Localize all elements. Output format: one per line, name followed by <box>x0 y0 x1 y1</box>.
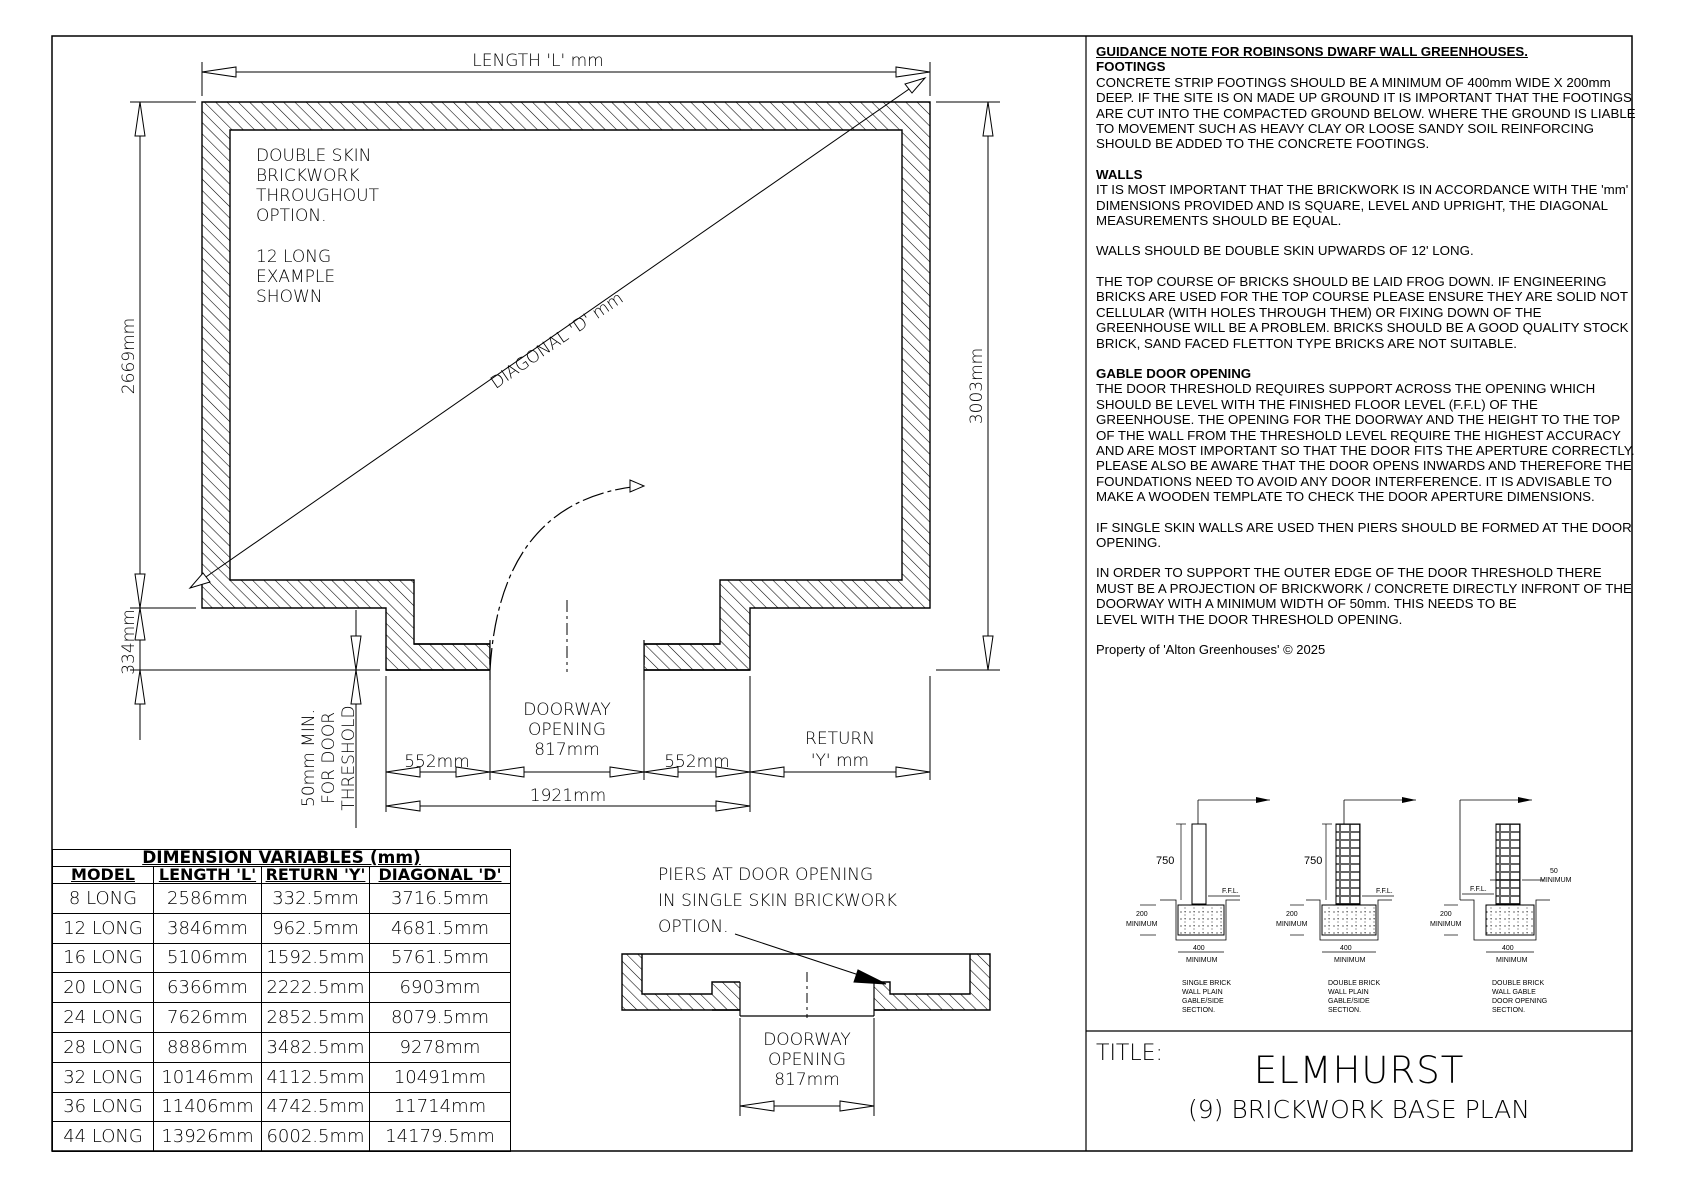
cell-diagonal: 14179.5mm <box>370 1122 511 1152</box>
cell-length: 5106mm <box>154 943 262 973</box>
gable-title: GABLE DOOR OPENING <box>1096 365 1252 381</box>
svg-text:12 LONG: 12 LONG <box>256 247 332 267</box>
cell-diagonal: 10491mm <box>370 1062 511 1092</box>
svg-text:MINIMUM: MINIMUM <box>1186 957 1218 964</box>
property-line: Property of 'Alton Greenhouses' © 2025 <box>1096 642 1326 657</box>
cell-return: 6002.5mm <box>262 1122 370 1152</box>
support-text: IN ORDER TO SUPPORT THE OUTER EDGE OF THE DOOR THRESHOLD THERE MUST BE A PROJECTION OF BRICKWORK / CONCRETE DIRECTLY INFRONT OF THE DOORWAY WITH A MINIMUM WIDTH OF 50mm. THIS NEEDS TO BE <box>1096 565 1632 612</box>
svg-text:DOUBLE SKIN: DOUBLE SKIN <box>256 146 372 166</box>
svg-text:200: 200 <box>1440 911 1452 918</box>
col-model: MODEL <box>53 867 154 884</box>
cell-diagonal: 4681.5mm <box>370 913 511 943</box>
table-row <box>53 1003 511 1033</box>
cell-length: 7626mm <box>154 1003 262 1033</box>
cell-model: 32 LONG <box>53 1062 154 1092</box>
svg-text:IN SINGLE SKIN BRICKWORK: IN SINGLE SKIN BRICKWORK <box>658 891 898 911</box>
dim-552-left: 552mm <box>404 752 470 772</box>
svg-text:MINIMUM: MINIMUM <box>1276 921 1308 928</box>
top-course-text: THE TOP COURSE OF BRICKS SHOULD BE LAID FROG DOWN. IF ENGINEERING BRICKS ARE USED FOR THE TOP COURSE PLEASE ENSURE THEY ARE SOLID NOT CELLULAR (WITH HOLES THROUGH THEM) OR FIXING DOWN OF THE GREENHOUSE WILL BE A PROBLEM. BRICKS SHOULD BE A GOOD QUALITY STOCK BRICK, SAND FACED FLETTON TYPE BRICKS ARE NOT SUITABLE. <box>1096 273 1629 351</box>
svg-text:DOUBLE BRICK: DOUBLE BRICK <box>1492 980 1545 987</box>
diagonal-label: DIAGONAL 'D' mm <box>487 288 628 394</box>
cell-return: 2852.5mm <box>262 1003 370 1033</box>
svg-text:SECTION.: SECTION. <box>1492 1007 1526 1014</box>
svg-text:DOUBLE BRICK: DOUBLE BRICK <box>1328 980 1381 987</box>
footings-text: CONCRETE STRIP FOOTINGS SHOULD BE A MINIMUM OF 400mm WIDE X 200mm DEEP. IF THE SITE IS ON MADE UP GROUND IT IS IMPORTANT THAT THE FOOTINGS ARE CUT INTO THE COMPACTED GROUND BELOW. WHERE THE GROUND IS LIABLE TO MOVEMENT SUCH AS HEAVY CLAY OR LOOSE SANDY SOIL REINFORCING SHOULD BE ADDED TO THE CONCRETE FOOTINGS. <box>1096 74 1636 152</box>
notes-heading: GUIDANCE NOTE FOR ROBINSONS DWARF WALL GREENHOUSES. <box>1096 44 1528 59</box>
svg-text:GABLE/SIDE: GABLE/SIDE <box>1182 998 1224 1005</box>
section-door-opening <box>1430 797 1572 1014</box>
title-name: ELMHURST <box>1253 1049 1465 1092</box>
svg-text:OPTION.: OPTION. <box>658 917 729 937</box>
dim-2669-label: 2669mm <box>119 317 139 395</box>
col-diagonal: DIAGONAL 'D' <box>370 867 511 884</box>
svg-text:200: 200 <box>1286 911 1298 918</box>
dim-334-label: 334mm <box>119 609 139 675</box>
guidance-notes <box>1096 44 1636 672</box>
svg-text:400: 400 <box>1340 945 1352 952</box>
svg-text:400: 400 <box>1502 945 1514 952</box>
double-skin-text: WALLS SHOULD BE DOUBLE SKIN UPWARDS OF 12' LONG. <box>1096 243 1474 259</box>
svg-text:RETURN: RETURN <box>805 729 875 749</box>
title-subtitle: (9) BRICKWORK BASE PLAN <box>1187 1095 1530 1124</box>
support-text-2: LEVEL WITH THE DOOR THRESHOLD OPENING. <box>1096 611 1403 627</box>
table-row <box>53 913 511 943</box>
door-swing-arc <box>490 486 640 670</box>
title-label: TITLE: <box>1096 1041 1163 1066</box>
svg-text:F.F.L.: F.F.L. <box>1222 888 1239 895</box>
cell-length: 2586mm <box>154 884 262 914</box>
cell-return: 4112.5mm <box>262 1062 370 1092</box>
svg-text:SINGLE BRICK: SINGLE BRICK <box>1182 980 1232 987</box>
svg-text:DOORWAY: DOORWAY <box>763 1030 851 1050</box>
svg-text:400: 400 <box>1193 945 1205 952</box>
cell-diagonal: 11714mm <box>370 1092 511 1122</box>
svg-text:MINIMUM: MINIMUM <box>1126 921 1158 928</box>
cell-length: 10146mm <box>154 1062 262 1092</box>
svg-text:WALL GABLE: WALL GABLE <box>1492 989 1536 996</box>
gable-text: THE DOOR THRESHOLD REQUIRES SUPPORT ACROSS THE OPENING WHICH SHOULD BE LEVEL WITH THE FINISHED FLOOR LEVEL (F.F.L) OF THE GREENHOUSE. THE OPENING FOR THE DOORWAY AND THE HEIGHT TO THE TOP OF THE WALL FROM THE THRESHOLD LEVEL REQUIRE THE HIGHEST ACCURACY AND ARE MOST IMPORTANT SO THAT THE DOOR FITS THE APERTURE CORRECTLY. PLEASE ALSO BE AWARE THAT THE DOOR OPENS INWARDS AND THEREFORE THE FOUNDATIONS NEED TO AVOID ANY DOOR INTERFERENCE. IT IS ADVISABLE TO MAKE A WOODEN TEMPLATE TO CHECK THE DOOR APERTURE DIMENSIONS. <box>1096 381 1635 505</box>
svg-text:DOOR OPENING: DOOR OPENING <box>1492 998 1548 1005</box>
footings-title: FOOTINGS <box>1096 59 1166 75</box>
svg-text:THRESHOLD: THRESHOLD <box>339 705 359 811</box>
cell-model: 44 LONG <box>53 1122 154 1152</box>
svg-text:SHOWN: SHOWN <box>256 287 323 307</box>
svg-text:MINIMUM: MINIMUM <box>1334 957 1366 964</box>
dim-3003-label: 3003mm <box>967 347 987 425</box>
table-row <box>53 1122 511 1152</box>
threshold-note <box>299 705 359 810</box>
cell-model: 12 LONG <box>53 913 154 943</box>
svg-text:EXAMPLE: EXAMPLE <box>256 267 336 287</box>
cell-return: 962.5mm <box>262 913 370 943</box>
dim-552-right: 552mm <box>664 752 730 772</box>
cell-model: 36 LONG <box>53 1092 154 1122</box>
section-double-brick <box>1276 797 1416 1014</box>
svg-text:F.F.L.: F.F.L. <box>1470 886 1487 893</box>
svg-text:50mm MIN.: 50mm MIN. <box>299 709 319 807</box>
svg-text:F.F.L.: F.F.L. <box>1376 888 1393 895</box>
table-row <box>53 1092 511 1122</box>
table-row <box>53 1032 511 1062</box>
table-header-row <box>53 867 511 884</box>
svg-text:WALL PLAIN: WALL PLAIN <box>1328 989 1369 996</box>
cell-return: 2222.5mm <box>262 973 370 1003</box>
piers-note <box>658 865 897 937</box>
cell-model: 24 LONG <box>53 1003 154 1033</box>
cell-model: 16 LONG <box>53 943 154 973</box>
section-single-brick <box>1126 797 1270 1014</box>
walls-text: IT IS MOST IMPORTANT THAT THE BRICKWORK IS IN ACCORDANCE WITH THE 'mm' DIMENSIONS PROVIDED AND IS SQUARE, LEVEL AND UPRIGHT, THE DIAGONAL MEASUREMENTS SHOULD BE EQUAL. <box>1096 182 1629 229</box>
dimension-table <box>52 849 511 1152</box>
svg-text:200: 200 <box>1136 911 1148 918</box>
walls-title: WALLS <box>1096 166 1143 182</box>
table-row <box>53 1062 511 1092</box>
cell-return: 4742.5mm <box>262 1092 370 1122</box>
svg-text:MINIMUM: MINIMUM <box>1496 957 1528 964</box>
cell-model: 8 LONG <box>53 884 154 914</box>
cell-length: 3846mm <box>154 913 262 943</box>
cell-diagonal: 3716.5mm <box>370 884 511 914</box>
svg-text:817mm: 817mm <box>774 1070 840 1090</box>
svg-text:THROUGHOUT: THROUGHOUT <box>256 186 379 206</box>
svg-text:OPENING: OPENING <box>768 1050 846 1070</box>
doorway-note <box>523 700 611 760</box>
cell-diagonal: 9278mm <box>370 1032 511 1062</box>
svg-text:PIERS AT DOOR OPENING: PIERS AT DOOR OPENING <box>658 865 874 885</box>
svg-text:SECTION.: SECTION. <box>1328 1007 1362 1014</box>
cell-diagonal: 6903mm <box>370 973 511 1003</box>
cell-length: 11406mm <box>154 1092 262 1122</box>
svg-text:WALL PLAIN: WALL PLAIN <box>1182 989 1223 996</box>
cell-return: 332.5mm <box>262 884 370 914</box>
col-length: LENGTH 'L' <box>154 867 262 884</box>
svg-text:817mm: 817mm <box>534 740 600 760</box>
cell-model: 20 LONG <box>53 973 154 1003</box>
double-skin-note <box>256 146 380 307</box>
svg-text:GABLE/SIDE: GABLE/SIDE <box>1328 998 1370 1005</box>
svg-text:DOORWAY: DOORWAY <box>523 700 611 720</box>
cell-model: 28 LONG <box>53 1032 154 1062</box>
cell-length: 8886mm <box>154 1032 262 1062</box>
dim-1921: 1921mm <box>529 786 607 806</box>
svg-text:750: 750 <box>1156 855 1175 867</box>
length-label: LENGTH 'L' mm <box>472 51 604 71</box>
col-return: RETURN 'Y' <box>262 867 370 884</box>
cell-length: 6366mm <box>154 973 262 1003</box>
cell-return: 1592.5mm <box>262 943 370 973</box>
svg-text:'Y' mm: 'Y' mm <box>810 751 870 771</box>
return-note <box>805 729 875 771</box>
single-skin-text: IF SINGLE SKIN WALLS ARE USED THEN PIERS SHOULD BE FORMED AT THE DOOR OPENING. <box>1096 519 1632 550</box>
door-swing-arrow <box>630 480 644 492</box>
svg-text:OPENING: OPENING <box>528 720 606 740</box>
table-row <box>53 943 511 973</box>
svg-text:BRICKWORK: BRICKWORK <box>256 166 360 186</box>
table-row <box>53 884 511 914</box>
svg-text:OPTION.: OPTION. <box>256 206 327 226</box>
table-caption: DIMENSION VARIABLES (mm) <box>53 850 511 867</box>
svg-text:MINIMUM: MINIMUM <box>1540 877 1572 884</box>
cell-length: 13926mm <box>154 1122 262 1152</box>
svg-text:FOR DOOR: FOR DOOR <box>319 711 339 805</box>
svg-text:50: 50 <box>1550 868 1558 875</box>
cell-diagonal: 5761.5mm <box>370 943 511 973</box>
cell-return: 3482.5mm <box>262 1032 370 1062</box>
svg-text:SECTION.: SECTION. <box>1182 1007 1216 1014</box>
svg-text:MINIMUM: MINIMUM <box>1430 921 1462 928</box>
svg-text:750: 750 <box>1304 855 1323 867</box>
table-row <box>53 973 511 1003</box>
piers-doorway-note <box>763 1030 851 1090</box>
title-block <box>1086 1031 1632 1151</box>
cell-diagonal: 8079.5mm <box>370 1003 511 1033</box>
